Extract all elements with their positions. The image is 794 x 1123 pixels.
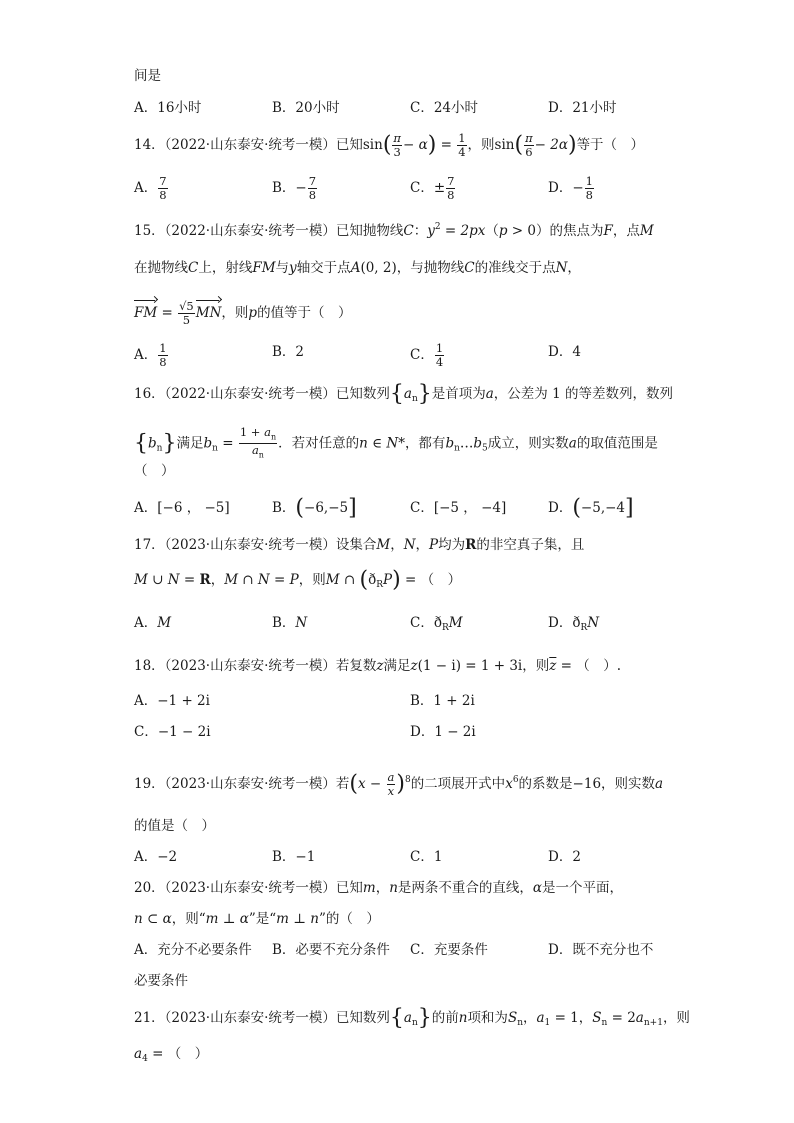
q13-option-d: D．21小时	[548, 100, 617, 116]
q21-line2: $a_4$ = （ ）	[134, 1046, 209, 1064]
q16-line1: 16．（2022·山东泰安·统考一模）已知数列$\{a_n\}$是首项为a，公差为 1 的等差数列，数列	[134, 381, 673, 407]
q17-line1: 17．（2023·山东泰安·统考一模）设集合M，N，P均为R的非空真子集，且	[134, 537, 585, 553]
q16-option-b: B．(−6,−5]	[272, 495, 357, 521]
q18-option-c: C．−1 − 2i	[134, 724, 211, 740]
q19-line1: 19．（2023·山东泰安·统考一模）若(x − $\frac{a}{x}$ )$^8$的二项展开式中$x^6$的系数是−16，则实数a	[134, 770, 664, 798]
q18-option-b: B．1 + 2i	[410, 693, 475, 709]
q17-option-a: A．M	[134, 615, 172, 631]
q19-option-a: A．−2	[134, 849, 178, 865]
q14-option-d: D．− $\frac{1}{8}$	[548, 174, 593, 202]
q20-line2: n ⊂ α，则“m ⊥ α”是“m ⊥ n”的（ ）	[134, 911, 380, 927]
q19-option-d: D．2	[548, 849, 581, 865]
q14-stem: 14．（2022·山东泰安·统考一模）已知sin( $\frac{\pi}{3}$ − α) = $\frac{1}{4}$ ，则sin( $\frac{\pi}{6}$ − 2α)等于（ ）	[134, 131, 645, 159]
q13-option-c: C．24小时	[410, 100, 479, 116]
q16-line2: $\{b_n\}$满足$b_n$ = $\frac{1 + a_n}{a_n}$ ．若对任意的n ∈ N*，都有$b_n\dots b_5$成立，则实数a的取值范围是	[134, 425, 658, 460]
q18-option-d: D．1 − 2i	[410, 724, 476, 740]
q15-line3: FM = $\frac{√5}{5}$ MN，则p的值等于（ ）	[134, 299, 352, 327]
q18-stem: 18．（2023·山东泰安·统考一模）若复数z满足z(1 − i) = 1 + 3i，则$\overline{z}$ = （ ）.	[134, 658, 622, 674]
q19-line2: 的值是（ ）	[134, 818, 215, 834]
q16-option-c: C．[−5 ， −4]	[410, 500, 507, 516]
q15-option-c: C． $\frac{1}{4}$	[410, 341, 444, 369]
q15-line2: 在抛物线C上，射线FM与y轴交于点A(0, 2)，与抛物线C的准线交于点N，	[134, 260, 581, 276]
q15-option-d: D．4	[548, 344, 581, 360]
q21-line1: 21．（2023·山东泰安·统考一模）已知数列$\{a_n\}$的前n项和为$S_n$，$a_1 = 1$，$S_n = 2a_{n+1}$，则	[134, 1005, 690, 1031]
q16-option-d: D．(−5,−4]	[548, 495, 634, 521]
q20-option-a: A．充分不必要条件	[134, 942, 252, 958]
q16-line3: （ ）	[134, 463, 175, 479]
q17-option-d: D．$ð_RN$	[548, 615, 600, 633]
q15-option-b: B．2	[272, 344, 305, 360]
q14-option-b: B．− $\frac{7}{8}$	[272, 174, 317, 202]
q18-option-a: A．−1 + 2i	[134, 693, 210, 709]
q20-option-d: D．既不充分也不	[548, 942, 654, 958]
q15-line1: 15．（2022·山东泰安·统考一模）已知抛物线C：$y^2 = 2px(p > 0)$的焦点为F，点M	[134, 222, 654, 239]
q14-prefix: 14．（2022·山东泰安·统考一模）已知	[134, 137, 363, 153]
q19-option-c: C．1	[410, 849, 443, 865]
q20-option-c: C．充要条件	[410, 942, 488, 958]
q14-suffix: 等于（ ）	[576, 137, 645, 153]
q17-option-b: B．N	[272, 615, 308, 631]
q17-line2: M ∪ N = R，M ∩ N = P，则M ∩ $(ð_RP)$ = （ ）	[134, 567, 462, 593]
q17-option-c: C．$ð_RM$	[410, 615, 463, 633]
q13-option-b: B．20小时	[272, 100, 340, 116]
q14-option-c: C．± $\frac{7}{8}$	[410, 174, 455, 202]
q14-mid: ，则	[467, 137, 495, 153]
q20-option-b: B．必要不充分条件	[272, 942, 390, 958]
q14-option-a: A． $\frac{7}{8}$	[134, 174, 167, 202]
q13-tail: 间是	[134, 68, 161, 84]
q13-option-a: A．16小时	[134, 100, 202, 116]
q19-option-b: B．−1	[272, 849, 316, 865]
q16-option-a: A．[−6 ， −5]	[134, 500, 230, 516]
q20-line1: 20．（2023·山东泰安·统考一模）已知m，n是两条不重合的直线，α是一个平面，	[134, 880, 624, 896]
q20-option-d-cont: 必要条件	[134, 973, 188, 989]
q15-option-a: A． $\frac{1}{8}$	[134, 341, 167, 369]
